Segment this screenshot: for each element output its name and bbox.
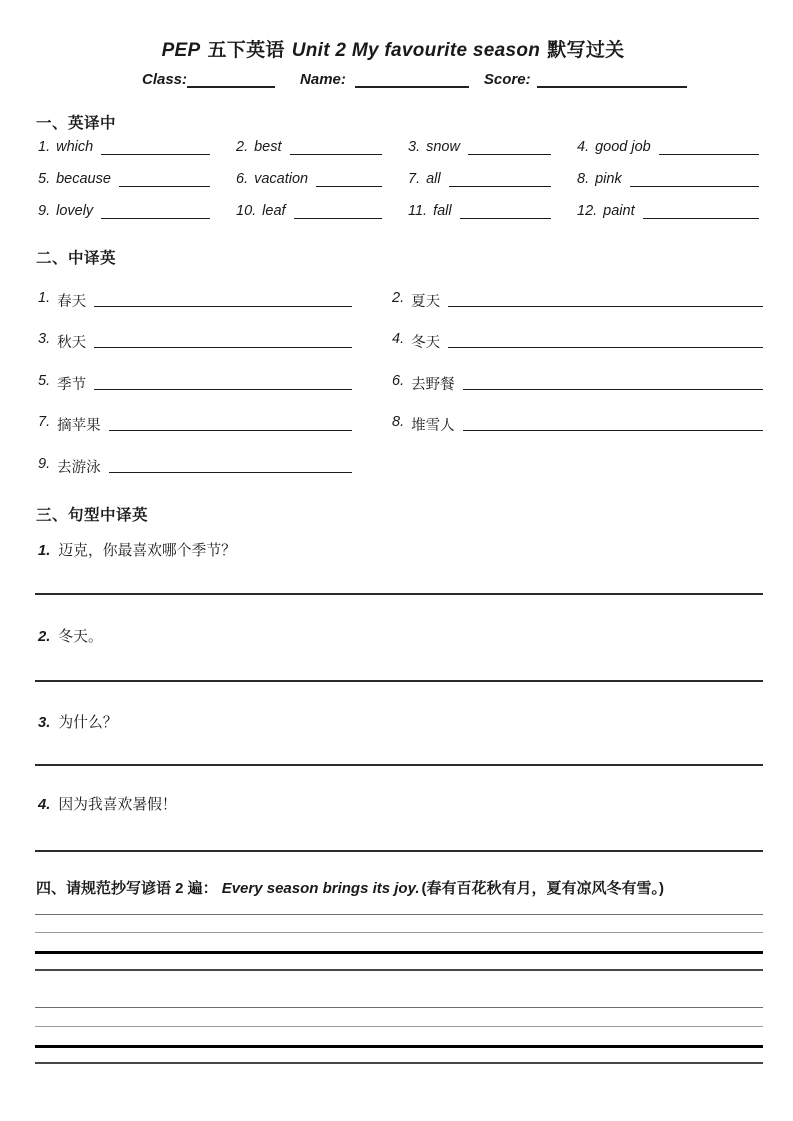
en2cn-item [236, 203, 408, 235]
class-label: Class: [142, 71, 188, 88]
writing-guide-line-bottom [35, 969, 763, 971]
answer-line [35, 850, 763, 852]
sentence-text: 冬天。 [58, 629, 103, 645]
answer-blank [101, 203, 210, 219]
answer-line [35, 593, 763, 595]
cn2en-item [392, 290, 763, 331]
section4-proverb-en: Every season brings its joy. [221, 880, 420, 897]
item-word: best [254, 139, 282, 155]
page-title [0, 35, 793, 62]
item-word: 春天 [57, 294, 87, 310]
answer-blank [109, 414, 352, 431]
en2cn-item [236, 171, 408, 203]
answer-blank [468, 139, 551, 155]
cn2en-item [392, 331, 763, 372]
item-number: 3. [38, 331, 51, 348]
sentence-item [38, 625, 761, 646]
answer-blank [659, 139, 759, 155]
item-number: 2. [236, 139, 249, 155]
en2cn-item [408, 139, 577, 171]
item-number: 4. [38, 797, 51, 813]
writing-guide-line-base [35, 1045, 763, 1048]
writing-guide-line-mid [35, 932, 763, 933]
en2cn-item [236, 139, 408, 171]
item-number: 5. [38, 372, 51, 389]
item-word: 季节 [57, 376, 87, 393]
cn2en-item [38, 414, 352, 455]
answer-line [35, 764, 763, 766]
answer-blank [460, 203, 551, 219]
item-word: leaf [262, 202, 286, 219]
cn2en-item [38, 373, 352, 414]
score-blank [537, 74, 687, 88]
item-number: 7. [38, 414, 51, 431]
answer-blank [643, 203, 759, 219]
section1-heading: 一、英译中 [36, 115, 117, 132]
section3-heading: 三、句型中译英 [36, 507, 149, 524]
name-blank [355, 74, 469, 88]
item-word: 去野餐 [411, 376, 455, 393]
en2cn-item [38, 139, 236, 171]
section4-heading-cn: 四、请规范抄写谚语 2 遍： [36, 880, 218, 897]
section2-heading: 二、中译英 [36, 250, 117, 267]
writing-guide-line-top [35, 1007, 763, 1008]
item-number: 11. [408, 202, 428, 219]
sentence-item [38, 711, 761, 732]
item-number: 12. [577, 202, 598, 219]
title-grade: 五下英语 [207, 40, 285, 61]
item-number: 1. [38, 290, 51, 306]
cn2en-item [38, 456, 352, 497]
score-label: Score: [483, 71, 531, 88]
item-number: 7. [408, 170, 421, 187]
item-number: 1. [38, 543, 51, 559]
writing-guide-line-top [35, 914, 763, 915]
item-word: 夏天 [411, 294, 441, 310]
sentence-text: 迈克，你最喜欢哪个季节？ [58, 543, 236, 559]
item-number: 8. [577, 170, 590, 187]
item-number: 6. [236, 170, 249, 187]
item-number: 3. [408, 139, 421, 155]
answer-line [35, 680, 763, 682]
item-number: 2. [38, 629, 51, 645]
section1-word-list [38, 139, 761, 234]
item-number: 4. [392, 331, 405, 348]
item-word: which [56, 139, 94, 155]
class-blank [187, 74, 275, 88]
answer-blank [94, 373, 352, 390]
answer-blank [630, 171, 759, 187]
item-number: 5. [38, 170, 51, 187]
item-word: all [426, 170, 441, 187]
item-word: 堆雪人 [411, 418, 455, 435]
item-number: 4. [577, 139, 590, 155]
section4-proverb-note: (春有百花秋有月，夏有凉风冬有雪。) [421, 880, 665, 897]
item-word: good job [595, 139, 651, 155]
en2cn-item [38, 171, 236, 203]
answer-blank [94, 331, 352, 348]
cn2en-item [38, 290, 352, 331]
item-word: vacation [254, 170, 309, 187]
item-number: 9. [38, 455, 51, 472]
item-word: 秋天 [57, 335, 87, 352]
name-label: Name: [300, 71, 346, 88]
en2cn-item [577, 139, 761, 171]
item-number: 10. [236, 202, 257, 219]
item-word: snow [426, 139, 460, 155]
sentence-item [38, 539, 761, 560]
item-word: paint [603, 202, 635, 219]
answer-blank [449, 171, 551, 187]
answer-blank [448, 290, 763, 307]
item-number: 2. [392, 290, 405, 306]
writing-guide-line-bottom [35, 1062, 763, 1064]
item-word: 冬天 [411, 335, 441, 352]
item-number: 3. [38, 715, 51, 731]
answer-blank [119, 171, 210, 187]
answer-blank [109, 456, 352, 473]
sentence-item [38, 793, 761, 814]
answer-blank [316, 171, 382, 187]
item-number: 8. [392, 414, 405, 431]
cn2en-item [392, 373, 763, 414]
item-word: lovely [56, 202, 94, 219]
section4-heading [36, 877, 781, 898]
item-word: pink [595, 170, 622, 187]
item-number: 9. [38, 202, 51, 219]
answer-blank [463, 414, 763, 431]
sentence-text: 因为我喜欢暑假！ [58, 797, 177, 813]
item-word: fall [433, 202, 452, 219]
en2cn-item [38, 203, 236, 235]
en2cn-item [577, 171, 761, 203]
item-word: because [56, 170, 111, 187]
en2cn-item [577, 203, 761, 235]
item-number: 1. [38, 139, 51, 155]
answer-blank [101, 139, 210, 155]
answer-blank [448, 331, 763, 348]
answer-blank [294, 203, 382, 219]
item-word: 摘苹果 [57, 418, 101, 435]
title-pep: PEP [161, 40, 201, 61]
item-word: 去游泳 [57, 459, 101, 476]
item-number: 6. [392, 372, 405, 389]
student-info-row [142, 71, 687, 88]
cn2en-item [38, 331, 352, 372]
en2cn-item [408, 171, 577, 203]
title-suffix: 默写过关 [547, 40, 625, 61]
writing-guide-line-base [35, 951, 763, 954]
answer-blank [94, 290, 352, 307]
answer-blank [290, 139, 382, 155]
writing-guide-line-mid [35, 1026, 763, 1027]
cn2en-item [392, 414, 763, 455]
en2cn-item [408, 203, 577, 235]
title-unit: Unit 2 My favourite season [291, 40, 541, 61]
answer-blank [463, 373, 763, 390]
sentence-text: 为什么？ [58, 715, 118, 731]
section2-word-list [38, 290, 763, 497]
